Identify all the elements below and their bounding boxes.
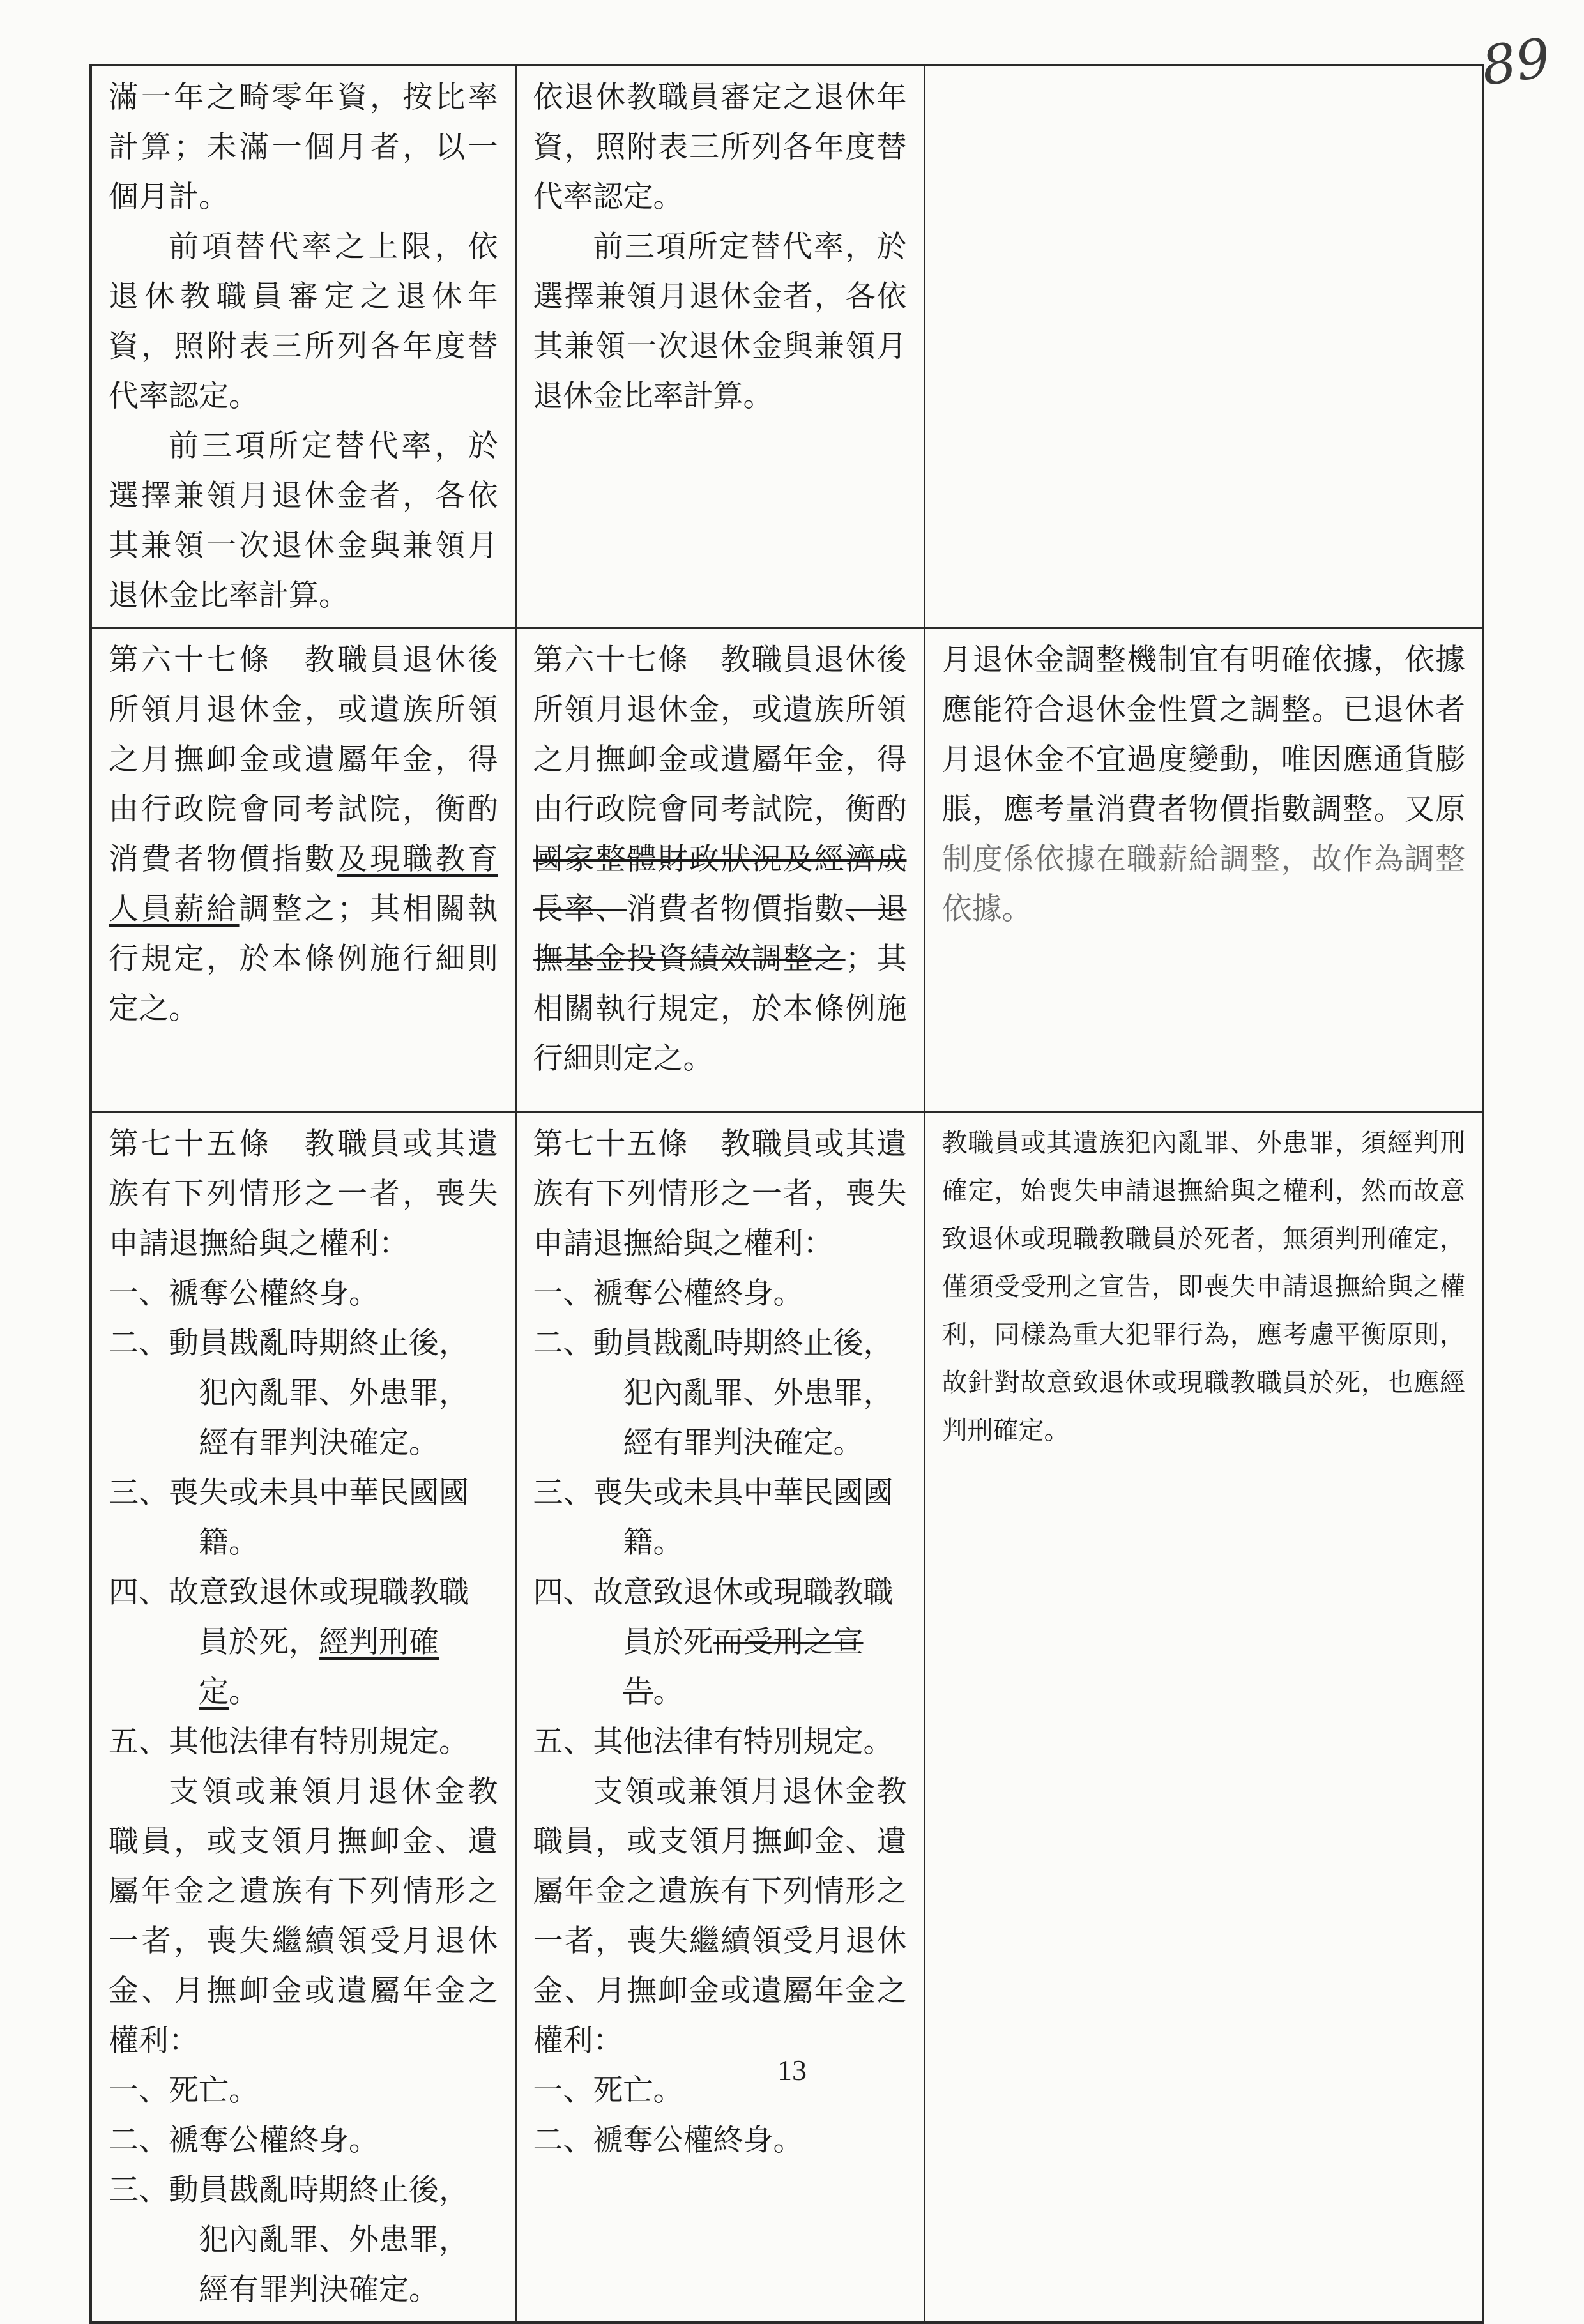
text-run: 消費者物價指數	[627, 892, 846, 927]
handwritten-page-mark: 89	[1477, 26, 1555, 98]
page-number: 13	[777, 2054, 807, 2086]
list-item: 二、動員戡亂時期終止後，犯內亂罪、外患罪，經有罪判決確定。	[109, 1326, 469, 1461]
list-item: 二、動員戡亂時期終止後，犯內亂罪、外患罪，經有罪判決確定。	[533, 1326, 894, 1461]
article-67-amended	[109, 635, 498, 1034]
comparison-table	[89, 64, 1484, 2324]
text-run: 。	[229, 1675, 259, 1710]
row1-col3-cell	[924, 65, 1483, 628]
article-75-lead: 第七十五條 教職員或其遺族有下列情形之一者，喪失申請退撫給與之權利：	[109, 1127, 498, 1261]
list-item: 一、死亡。	[533, 2073, 683, 2108]
struck-deletion: 國家整體財政狀況及經濟成長率、	[533, 842, 907, 927]
row3-col1-cell	[91, 1113, 515, 2323]
struck-deletion: 而受刑之宣告	[623, 1625, 864, 1710]
text-run-faint: 制度係依據在職薪給調整，故作為調整依據。	[941, 842, 1465, 927]
paragraph: 支領或兼領月退休金教職員，或支領月撫卹金、遺屬年金之遺族有下列情形之一者，喪失繼續領受月退休金、月撫卹金或遺屬年金之權利：	[109, 1774, 498, 2058]
list-item: 三、喪失或未具中華民國國籍。	[109, 1475, 469, 1560]
table-row	[91, 65, 1483, 628]
list-item	[109, 1568, 498, 1717]
row1-col2-cell	[515, 65, 924, 628]
list-item: 五、其他法律有特別規定。	[109, 1724, 469, 1759]
table-row	[91, 628, 1483, 1113]
row3-col2-cell	[515, 1113, 924, 2323]
list-item: 三、喪失或未具中華民國國籍。	[533, 1475, 894, 1560]
article-75-lead: 第七十五條 教職員或其遺族有下列情形之一者，喪失申請退撫給與之權利：	[533, 1127, 907, 1261]
table-row	[91, 1113, 1483, 2323]
underlined-addition: 及現職教育人員薪給	[109, 842, 498, 927]
list-item: 一、死亡。	[109, 2073, 259, 2108]
row1-col1-cell	[91, 65, 515, 628]
text-run: 。	[653, 1675, 683, 1710]
list-item: 二、褫奪公權終身。	[109, 2123, 379, 2158]
paragraph: 支領或兼領月退休金教職員，或支領月撫卹金、遺屬年金之遺族有下列情形之一者，喪失繼續領受月退休金、月撫卹金或遺屬年金之權利：	[533, 1774, 907, 2058]
text-run: 四、故意致退休或現職教職員於死，	[109, 1575, 469, 1660]
paragraph: 滿一年之畸零年資，按比率計算；未滿一個月者，以一個月計。	[109, 80, 498, 215]
row2-col1-cell	[91, 628, 515, 1113]
paragraph: 前三項所定替代率，於選擇兼領月退休金者，各依其兼領一次退休金與兼領月退休金比率計算。	[533, 229, 907, 414]
text-run: 第六十七條 教職員退休後所領月退休金，或遺族所領之月撫卹金或遺屬年金，得由行政院會同考試院，衡酌消費者物價指數	[109, 642, 498, 877]
explanation: 教職員或其遺族犯內亂罪、外患罪，須經判刑確定，始喪失申請退撫給與之權利，然而故意致退休或現職教職員於死者，無須判刑確定，僅須受受刑之宣告，即喪失申請退撫給與之權利，同樣為重大犯罪行為，應考慮平衡原則，故針對故意致退休或現職教職員於死，也應經判刑確定。	[941, 1128, 1465, 1445]
row2-col3-cell	[924, 628, 1483, 1113]
paragraph: 前三項所定替代率，於選擇兼領月退休金者，各依其兼領一次退休金與兼領月退休金比率計算。	[109, 429, 498, 613]
explanation	[942, 635, 1466, 934]
text-run: 第六十七條 教職員退休後所領月退休金，或遺族所領之月撫卹金或遺屬年金，得由行政院會同考試院，衡酌	[533, 642, 907, 827]
list-item: 一、褫奪公權終身。	[533, 1276, 803, 1311]
text-run: ；其相關執行規定，於本條例施行細則定之。	[533, 941, 907, 1076]
list-item: 三、動員戡亂時期終止後，犯內亂罪、外患罪，經有罪判決確定。	[109, 2173, 469, 2307]
list-item: 一、褫奪公權終身。	[109, 1276, 379, 1311]
underlined-addition: 經判刑確定	[199, 1625, 439, 1710]
text-run: 月退休金調整機制宜有明確依據，依據應能符合退休金性質之調整。已退休者月退休金不宜過度變動，唯因應通貨膨脹，應考量消費者物價指數調整。又原	[941, 642, 1465, 827]
text-run: 調整之；其相關執行規定，於本條例施行細則定之。	[109, 892, 498, 1026]
list-item: 二、褫奪公權終身。	[533, 2123, 803, 2158]
text-run: 四、故意致退休或現職教職員於死	[533, 1575, 894, 1660]
list-item	[533, 1568, 907, 1717]
paragraph: 依退休教職員審定之退休年資，照附表三所列各年度替代率認定。	[533, 80, 907, 215]
row2-col2-cell	[515, 628, 924, 1113]
row3-col3-cell	[924, 1113, 1483, 2323]
list-item: 五、其他法律有特別規定。	[533, 1724, 894, 1759]
struck-deletion: 、退撫基金投資績效調整之	[533, 892, 907, 976]
article-67-current	[533, 635, 907, 1084]
paragraph: 前項替代率之上限，依退休教職員審定之退休年資，照附表三所列各年度替代率認定。	[109, 229, 498, 414]
